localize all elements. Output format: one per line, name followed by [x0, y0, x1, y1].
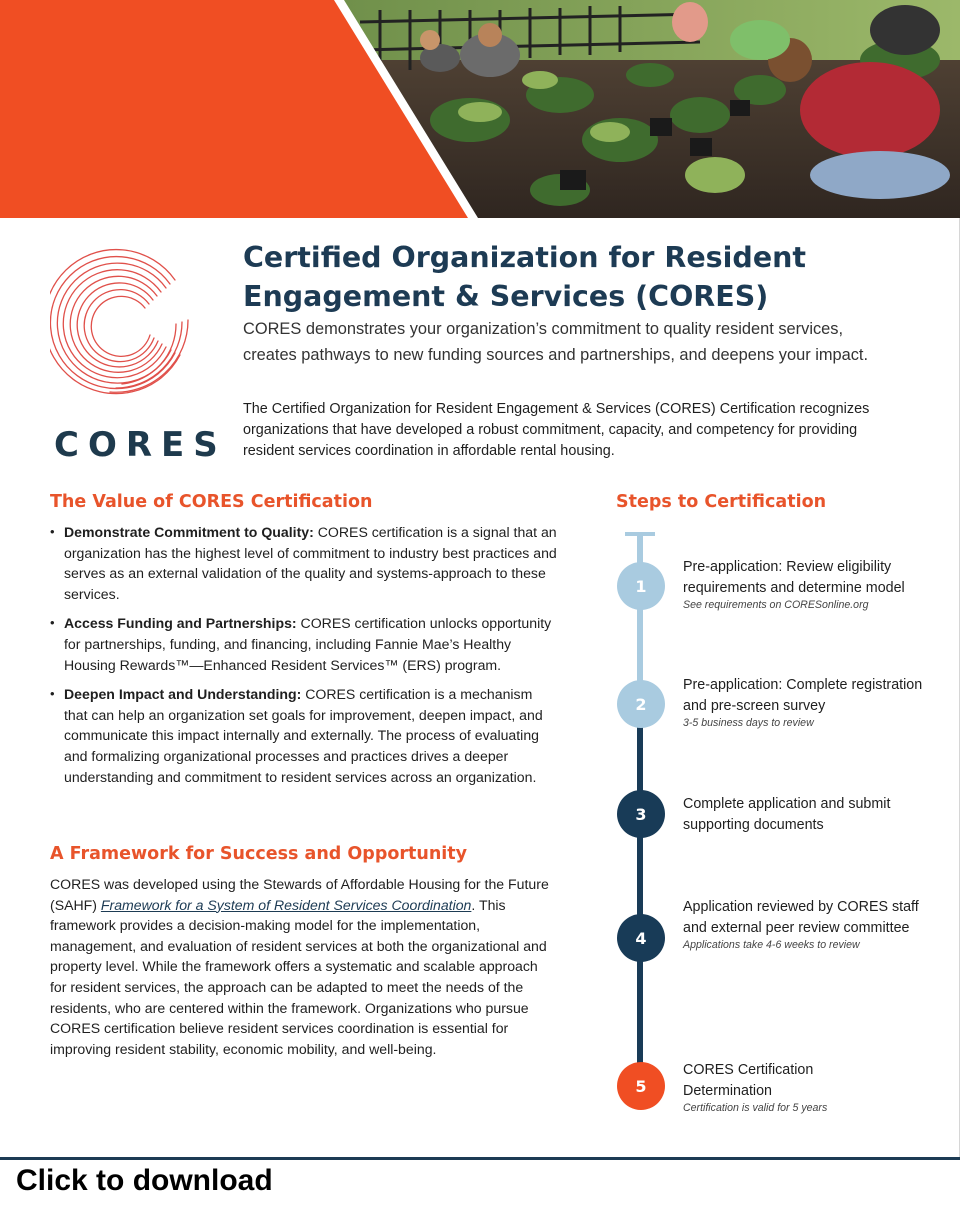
lead-paragraph: CORES demonstrates your organization’s commitment to quality resident services, creates pathways to new funding sources and partnerships, and deepens your impact.	[243, 320, 869, 364]
step-number-3: 3	[617, 790, 665, 838]
step-2	[683, 675, 943, 729]
value-item-text: CORES certification is a mechanism that can help an organization set goals for improvement, deepen impact, and communicate this impact internally and externally. The process of evaluating and formalizing organizational processes and practices drives a deeper understanding and commitment to resident services across an organization.	[64, 686, 543, 785]
cores-logo	[44, 240, 227, 470]
download-link[interactable]: Click to download	[16, 1164, 273, 1197]
intro-paragraph: The Certified Organization for Resident Engagement & Services (CORES) Certification recognizes organizations that have developed a robust commitment, capacity, and competency for providing resident services coordination in affordable rental housing.	[243, 401, 870, 459]
step-title: Pre-application: Complete registration and pre-screen survey	[683, 677, 923, 714]
value-heading: The Value of CORES Certification	[50, 492, 373, 512]
step-number-4: 4	[617, 914, 665, 962]
value-item	[48, 684, 558, 787]
step-note: See requirements on CORESonline.org	[683, 599, 869, 611]
value-item-title: Demonstrate Commitment to Quality:	[64, 524, 314, 540]
step-1	[683, 557, 943, 611]
hero-banner	[0, 0, 960, 218]
step-3	[683, 794, 943, 835]
framework-link[interactable]: Framework for a System of Resident Services Coordination	[100, 896, 472, 913]
step-note: Applications take 4-6 weeks to review	[683, 939, 860, 951]
step-4	[683, 897, 943, 951]
framework-text-before: CORES was developed using the Stewards of Affordable Housing for the Future (SAHF)	[50, 876, 549, 913]
value-item	[48, 522, 558, 604]
value-item-title: Deepen Impact and Understanding:	[64, 686, 302, 703]
step-title: CORES Certification Determination	[683, 1062, 814, 1099]
step-note: 3-5 business days to review	[683, 717, 814, 729]
step-5	[683, 1060, 943, 1114]
framework-heading: A Framework for Success and Opportunity	[50, 844, 468, 864]
step-note: Certification is valid for 5 years	[683, 1102, 828, 1114]
value-item-title: Access Funding and Partnerships:	[64, 615, 297, 632]
value-item-text: CORES certification unlocks opportunity for partnerships, funding, and financing, including Fannie Mae’s Healthy Housing Rewards™—Enhanced Resident Services™ (ERS) program.	[64, 615, 552, 673]
title-line-2: Engagement & Services (CORES)	[243, 280, 769, 313]
value-list	[48, 522, 558, 796]
step-number-1: 1	[617, 562, 665, 610]
step-title: Pre-application: Review eligibility requirements and determine model	[683, 559, 905, 596]
community-gardening-photo	[0, 0, 960, 218]
step-number-5: 5	[617, 1062, 665, 1110]
step-number-2: 2	[617, 680, 665, 728]
concentric-arcs-logo-icon	[50, 240, 200, 400]
page-title	[243, 238, 903, 316]
value-item-text: CORES certification is a signal that an organization has the highest level of commitment to industry best practices and serves as an external validation of the quality and systems-approach to these services.	[64, 524, 557, 602]
framework-text-after: . This framework provides a decision-making model for the implementation, management, and evaluation of resident services at both the organizational and property level. While the framework offers a systematic and scalable approach for resident services, the approach can be adapted to meet the needs of the residents, who are centered within the framework. Organizations who pursue CORES certification believe resident services coordination is essential for improving resident stability, economic mobility, and well-being.	[50, 896, 547, 1057]
value-item	[48, 613, 558, 675]
cores-wordmark: CORES	[54, 425, 227, 465]
step-title: Application reviewed by CORES staff and external peer review committee	[683, 899, 919, 936]
bottom-divider	[0, 1157, 960, 1160]
step-title: Complete application and submit supporting documents	[683, 796, 891, 833]
steps-heading: Steps to Certification	[616, 492, 827, 512]
framework-paragraph	[50, 874, 555, 1059]
title-line-1: Certified Organization for Resident	[243, 241, 807, 274]
